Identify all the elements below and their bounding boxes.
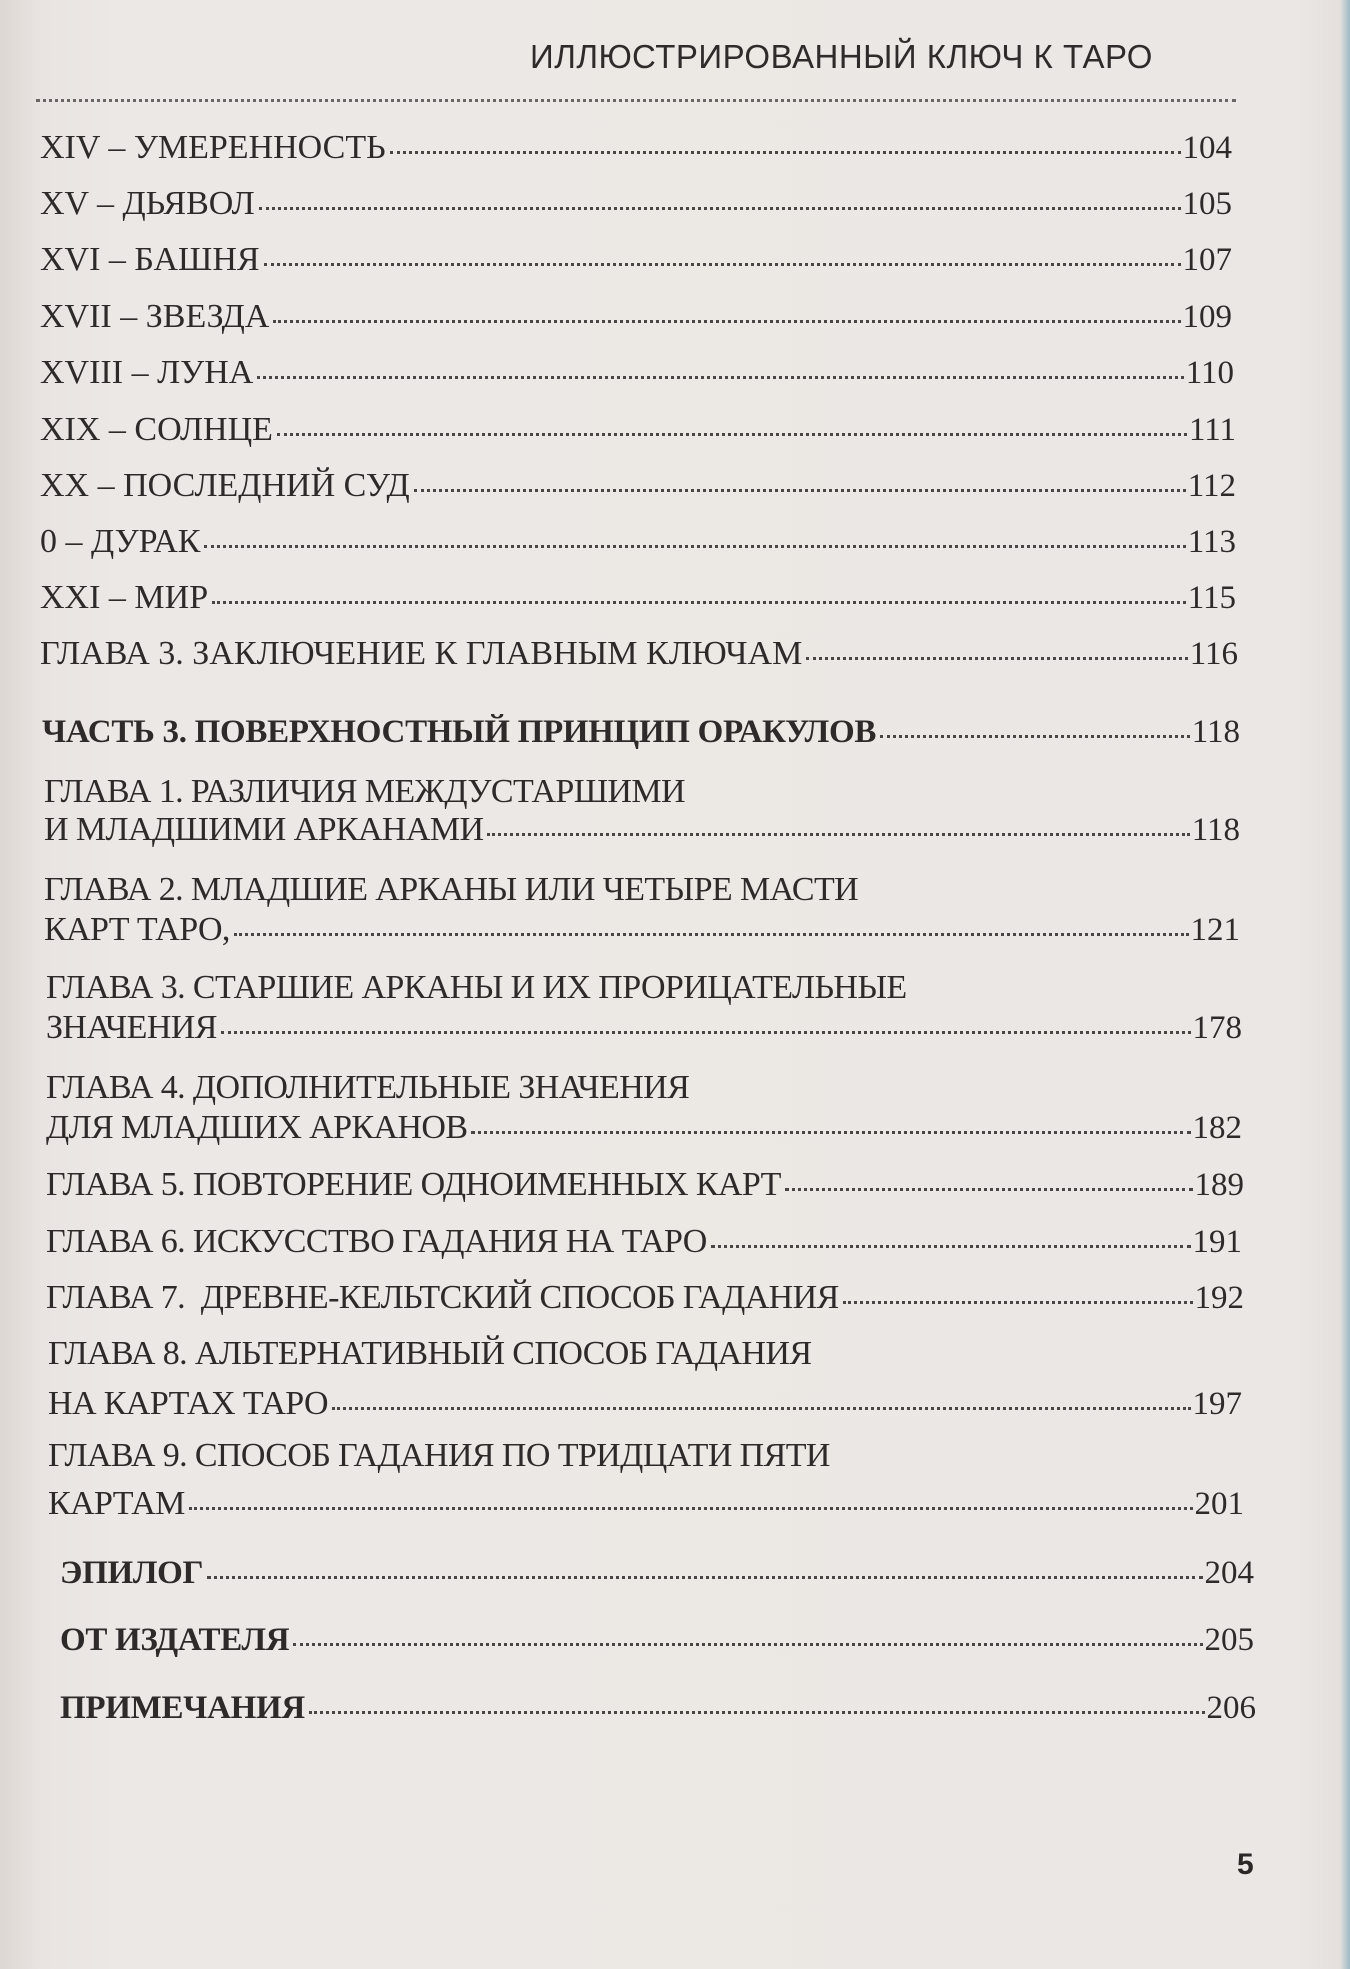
running-head: ИЛЛЮСТРИРОВАННЫЙ КЛЮЧ К ТАРО [530, 38, 1153, 75]
toc-entry[interactable] [40, 634, 1238, 674]
toc-entry-title: И МЛАДШИМИ АРКАНАМИ [44, 811, 484, 848]
toc-entry-page: 111 [1188, 412, 1236, 448]
toc-entry-page: 204 [1204, 1555, 1254, 1591]
toc-entry[interactable] [40, 353, 1234, 393]
toc-entry-title: XVI – БАШНЯ [40, 241, 260, 278]
toc-entry-title-line1: ГЛАВА 1. РАЗЛИЧИЯ МЕЖДУСТАРШИМИ [44, 773, 685, 810]
toc-entry-title: XXI – МИР [40, 579, 209, 616]
toc-entry-title: XVIII – ЛУНА [40, 354, 254, 391]
toc-part-heading[interactable] [60, 1620, 1254, 1660]
toc-entry[interactable] [40, 184, 1232, 224]
toc-entry[interactable] [46, 1222, 1242, 1262]
dot-leader [332, 1407, 1191, 1410]
toc-entry-page: 118 [1191, 714, 1240, 750]
toc-entry[interactable] [44, 810, 1240, 850]
toc-entry-title: ЧАСТЬ 3. ПОВЕРХНОСТНЫЙ ПРИНЦИП ОРАКУЛОВ [42, 714, 877, 750]
toc-entry-page: 105 [1182, 186, 1232, 222]
toc-entry-title: XIV – УМЕРЕННОСТЬ [40, 129, 386, 166]
toc-entry-page: 112 [1187, 468, 1236, 504]
toc-entry[interactable] [48, 1484, 1244, 1524]
dot-leader [273, 320, 1180, 323]
toc-entry-title: ЭПИЛОГ [60, 1555, 204, 1591]
toc-entry-title: XV – ДЬЯВОЛ [40, 185, 255, 222]
toc-entry-title-line1: ГЛАВА 8. АЛЬТЕРНАТИВНЫЙ СПОСОБ ГАДАНИЯ [48, 1335, 812, 1372]
dot-leader [471, 1131, 1190, 1134]
toc-part-heading[interactable] [42, 712, 1240, 752]
dot-leader [234, 933, 1189, 936]
dot-leader [390, 151, 1181, 154]
toc-entry-page: 113 [1187, 524, 1236, 560]
dot-leader [264, 263, 1181, 266]
toc-entry-title: ГЛАВА 5. ПОВТОРЕНИЕ ОДНОИМЕННЫХ КАРТ [46, 1166, 781, 1203]
dot-leader [259, 207, 1181, 210]
toc-entry[interactable] [40, 410, 1236, 450]
dot-leader [843, 1301, 1193, 1304]
toc-entry-page: 118 [1191, 812, 1240, 848]
toc-entry[interactable] [40, 128, 1232, 168]
dot-leader [880, 735, 1190, 738]
toc-entry-title: КАРТАМ [48, 1485, 185, 1522]
page-number: 5 [1237, 1848, 1254, 1881]
toc-entry-page: 206 [1206, 1690, 1256, 1726]
toc-entry-page: 110 [1185, 355, 1234, 391]
toc-entry-title-line1: ГЛАВА 9. СПОСОБ ГАДАНИЯ ПО ТРИДЦАТИ ПЯТИ [48, 1437, 830, 1474]
toc-entry[interactable] [40, 297, 1232, 337]
toc-entry-page: 104 [1182, 130, 1232, 166]
dot-leader [806, 657, 1187, 660]
dot-leader [207, 1576, 1202, 1579]
dot-leader [293, 1643, 1202, 1646]
toc-entry-page: 182 [1192, 1110, 1242, 1146]
dot-leader [487, 833, 1189, 836]
toc-entry[interactable] [40, 522, 1236, 562]
toc-entry-title: XVII – ЗВЕЗДА [40, 298, 270, 335]
toc-entry-title: ЗНАЧЕНИЯ [46, 1009, 217, 1046]
dot-leader [277, 433, 1187, 436]
toc-entry-title: ПРИМЕЧАНИЯ [60, 1690, 305, 1726]
dot-leader [785, 1188, 1193, 1191]
toc-entry[interactable] [44, 910, 1240, 950]
toc-entry[interactable] [40, 578, 1236, 618]
toc-entry-page: 116 [1189, 636, 1238, 672]
toc-part-heading[interactable] [60, 1553, 1254, 1593]
dot-leader [309, 1711, 1205, 1714]
toc-part-heading[interactable] [60, 1688, 1256, 1728]
toc-entry[interactable] [46, 1008, 1242, 1048]
toc-entry-page: 191 [1192, 1224, 1242, 1260]
toc-entry-page: 115 [1187, 580, 1236, 616]
toc-entry-page: 192 [1194, 1280, 1244, 1316]
toc-entry[interactable] [48, 1384, 1242, 1424]
toc-entry-title-line1: ГЛАВА 4. ДОПОЛНИТЕЛЬНЫЕ ЗНАЧЕНИЯ [46, 1069, 690, 1106]
toc-entry-page: 205 [1204, 1622, 1254, 1658]
toc-entry-title-line1: ГЛАВА 3. СТАРШИЕ АРКАНЫ И ИХ ПРОРИЦАТЕЛЬНЫЕ [46, 969, 907, 1006]
toc-entry[interactable] [46, 1165, 1244, 1205]
toc-entry-title-line1: ГЛАВА 2. МЛАДШИЕ АРКАНЫ ИЛИ ЧЕТЫРЕ МАСТИ [44, 871, 859, 908]
toc-entry-title: XIX – СОЛНЦЕ [40, 411, 273, 448]
toc-entry-title: ОТ ИЗДАТЕЛЯ [60, 1622, 290, 1658]
toc-entry-page: 189 [1194, 1167, 1244, 1203]
toc-entry-title: ГЛАВА 7. ДРЕВНЕ-КЕЛЬТСКИЙ СПОСОБ ГАДАНИЯ [46, 1279, 839, 1316]
toc-entry-page: 178 [1192, 1010, 1242, 1046]
toc-entry-page: 109 [1182, 299, 1232, 335]
toc-entry-title: КАРТ ТАРО, [44, 911, 230, 948]
toc-entry-title: ДЛЯ МЛАДШИХ АРКАНОВ [46, 1109, 468, 1146]
dot-leader [257, 376, 1183, 379]
toc-entry-page: 197 [1192, 1386, 1242, 1422]
dot-leader [204, 545, 1185, 548]
dot-leader [221, 1031, 1191, 1034]
toc-entry[interactable] [40, 240, 1232, 280]
toc-entry-title: ГЛАВА 3. ЗАКЛЮЧЕНИЕ К ГЛАВНЫМ КЛЮЧАМ [40, 635, 803, 672]
toc-entry[interactable] [46, 1278, 1244, 1318]
toc-entry-page: 121 [1190, 912, 1240, 948]
toc-entry-title: НА КАРТАХ ТАРО [48, 1385, 328, 1422]
dot-leader [212, 601, 1186, 604]
dot-leader [711, 1245, 1191, 1248]
dot-leader [414, 489, 1186, 492]
toc-entry-page: 201 [1194, 1486, 1244, 1522]
toc-entry-title: XX – ПОСЛЕДНИЙ СУД [40, 467, 410, 504]
toc-entry-page: 107 [1182, 242, 1232, 278]
toc-entry[interactable] [40, 466, 1236, 506]
dot-leader [189, 1507, 1193, 1510]
toc-entry[interactable] [46, 1108, 1242, 1148]
header-dotted-rule [36, 99, 1236, 102]
toc-entry-title: ГЛАВА 6. ИСКУССТВО ГАДАНИЯ НА ТАРО [46, 1223, 707, 1260]
toc-entry-title: 0 – ДУРАК [40, 523, 201, 560]
